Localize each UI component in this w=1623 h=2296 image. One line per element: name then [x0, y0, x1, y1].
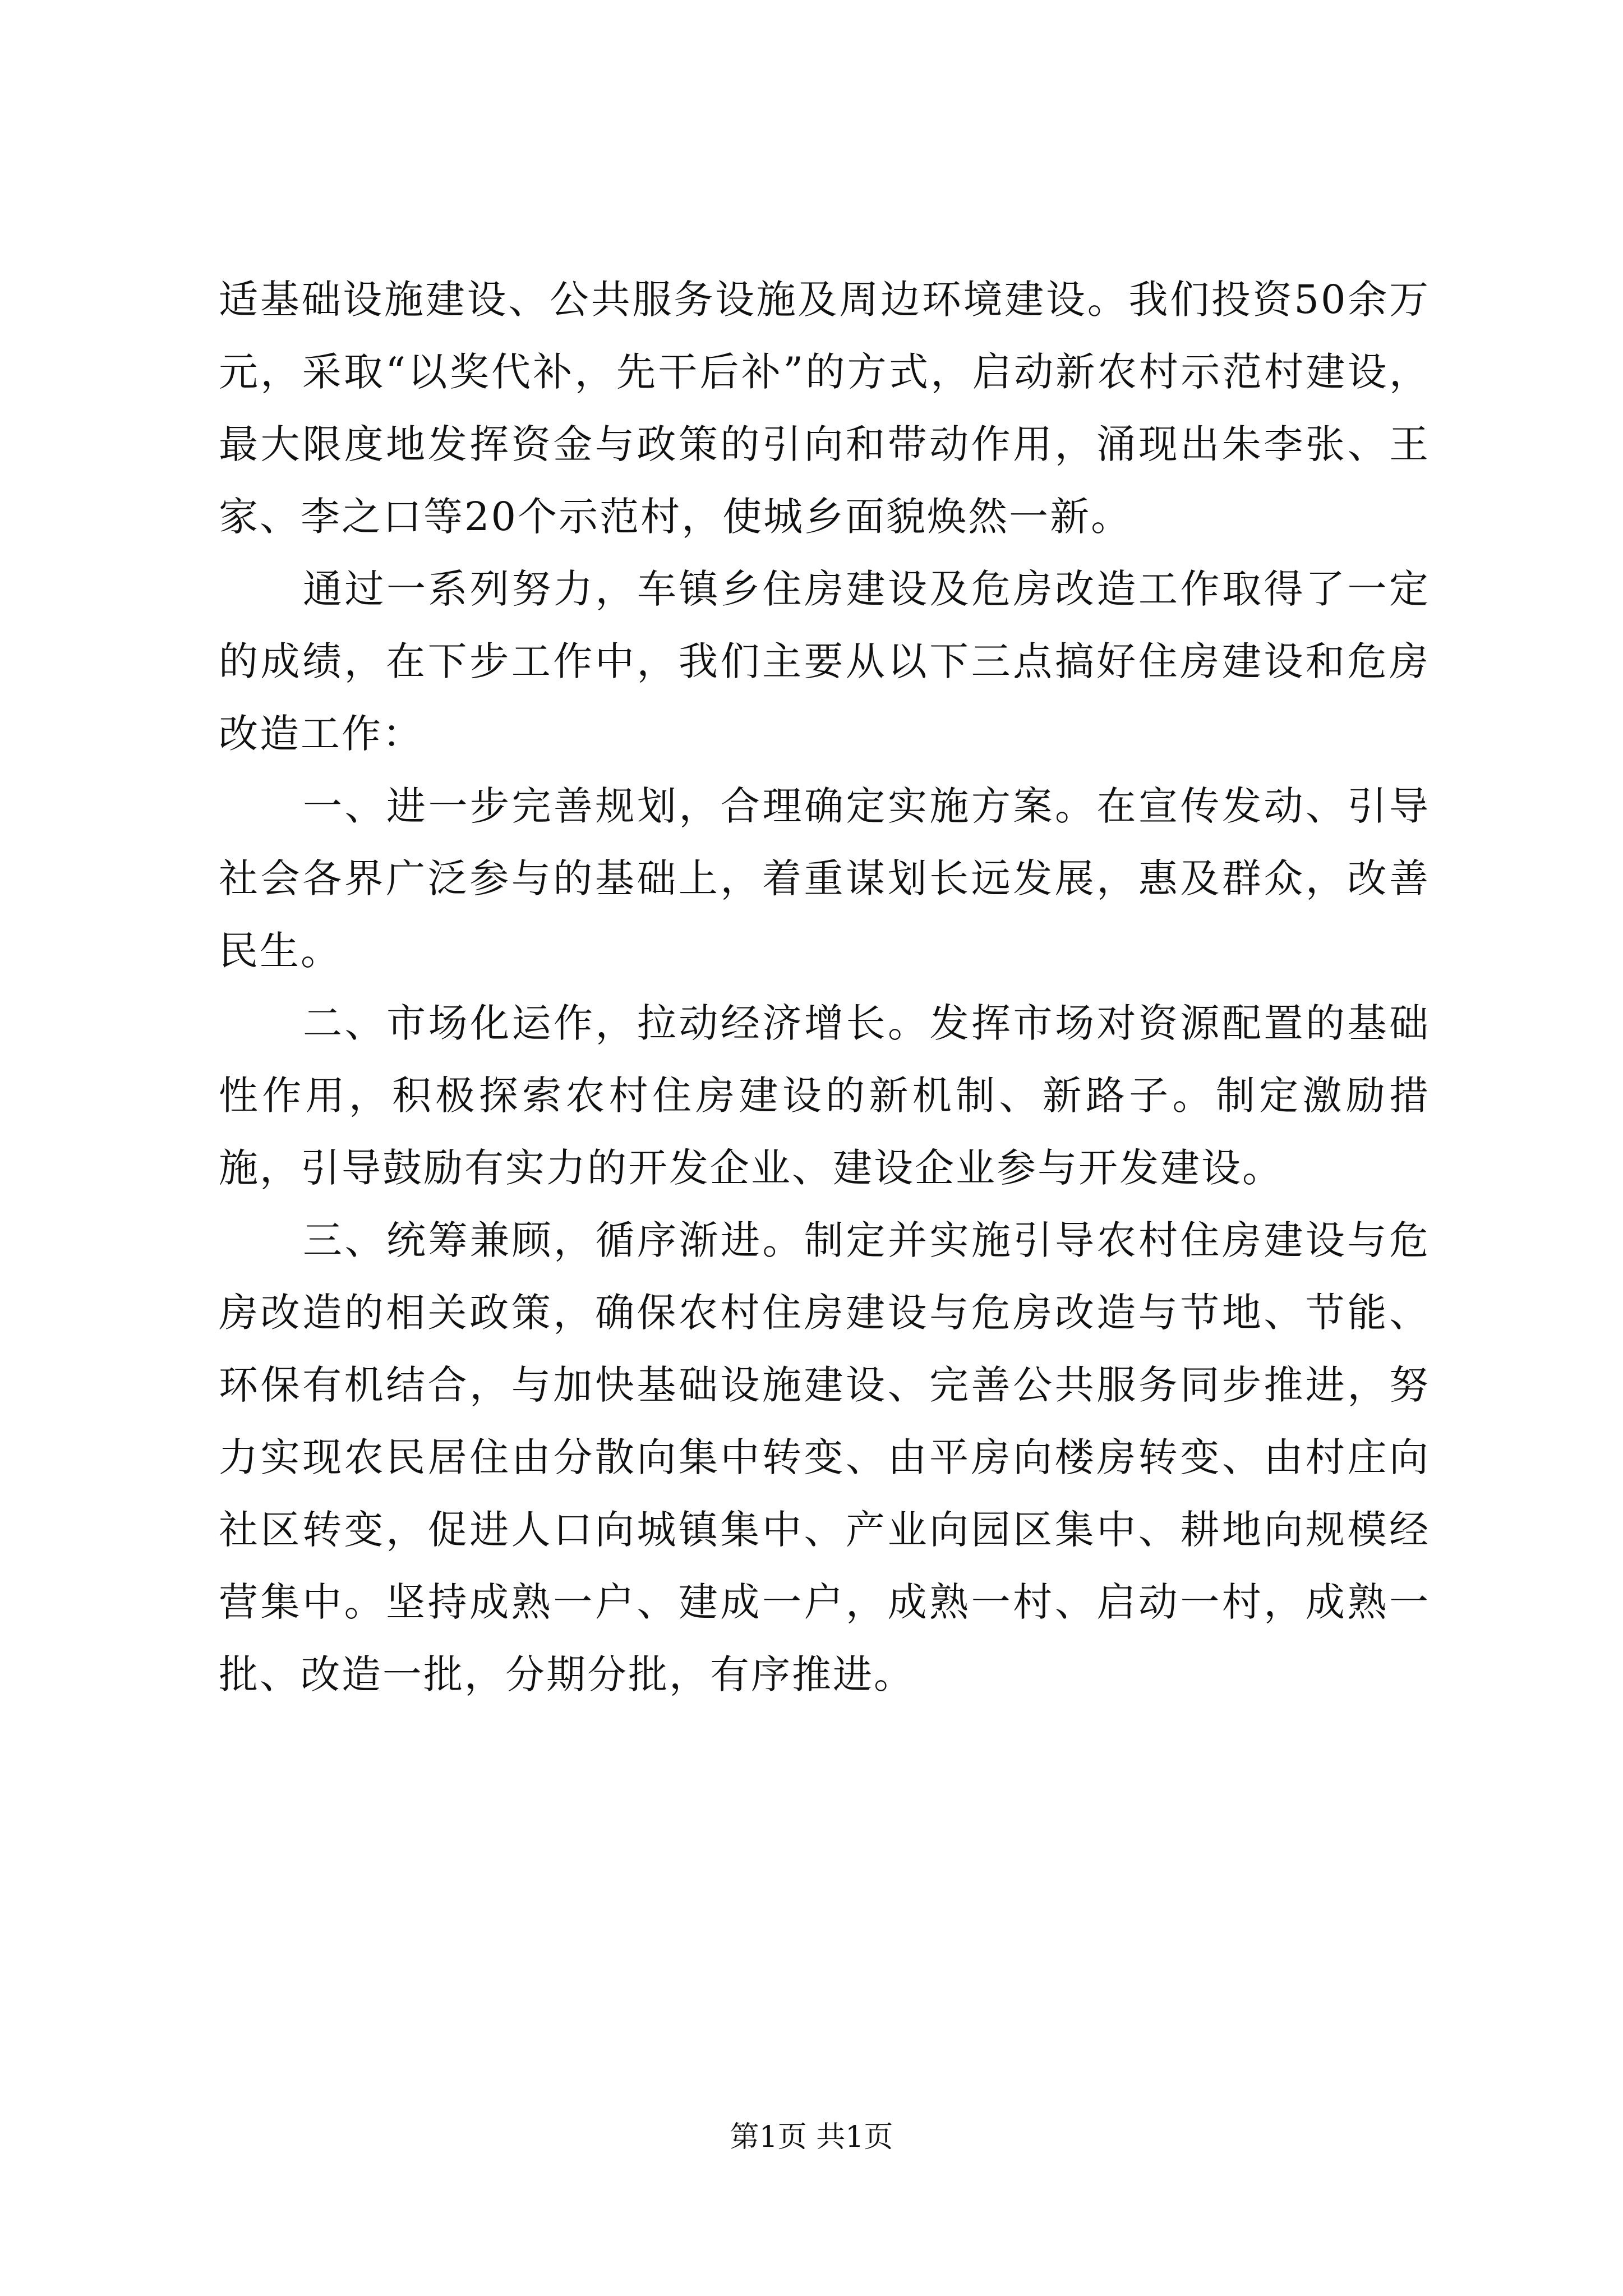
paragraph-point-three: 三、统筹兼顾，循序渐进。制定并实施引导农村住房建设与危房改造的相关政策，确保农村住房建设与危房改造与节地、节能、环保有机结合，与加快基础设施建设、完善公共服务同步推进，努力实现农民居住由分散向集中转变、由平房向楼房转变、由村庄向社区转变，促进人口向城镇集中、产业向园区集中、耕地向规模经营集中。坚持成熟一户、建成一户，成熟一村、启动一村，成熟一批、改造一批，分期分批，有序推进。: [219, 1217, 1430, 1697]
paragraph-summary: 通过一系列努力，车镇乡住房建设及危房改造工作取得了一定的成绩，在下步工作中，我们主要从以下三点搞好住房建设和危房改造工作：: [219, 566, 1430, 757]
document-body: [219, 264, 1430, 1711]
paragraph-point-two: 二、市场化运作，拉动经济增长。发挥市场对资源配置的基础性作用，积极探索农村住房建设的新机制、新路子。制定激励措施，引导鼓励有实力的开发企业、建设企业参与开发建设。: [219, 1000, 1430, 1191]
paragraph-continuation: 适基础设施建设、公共服务设施及周边环境建设。我们投资50余万元，采取“以奖代补，先干后补”的方式，启动新农村示范村建设，最大限度地发挥资金与政策的引向和带动作用，涌现出朱李张、王家、李之口等20个示范村，使城乡面貌焕然一新。: [219, 277, 1430, 540]
page-number-footer: 第1页 共1页: [730, 2120, 893, 2154]
paragraph-point-one: 一、进一步完善规划，合理确定实施方案。在宣传发动、引导社会各界广泛参与的基础上，着重谋划长远发展，惠及群众，改善民生。: [219, 783, 1430, 974]
